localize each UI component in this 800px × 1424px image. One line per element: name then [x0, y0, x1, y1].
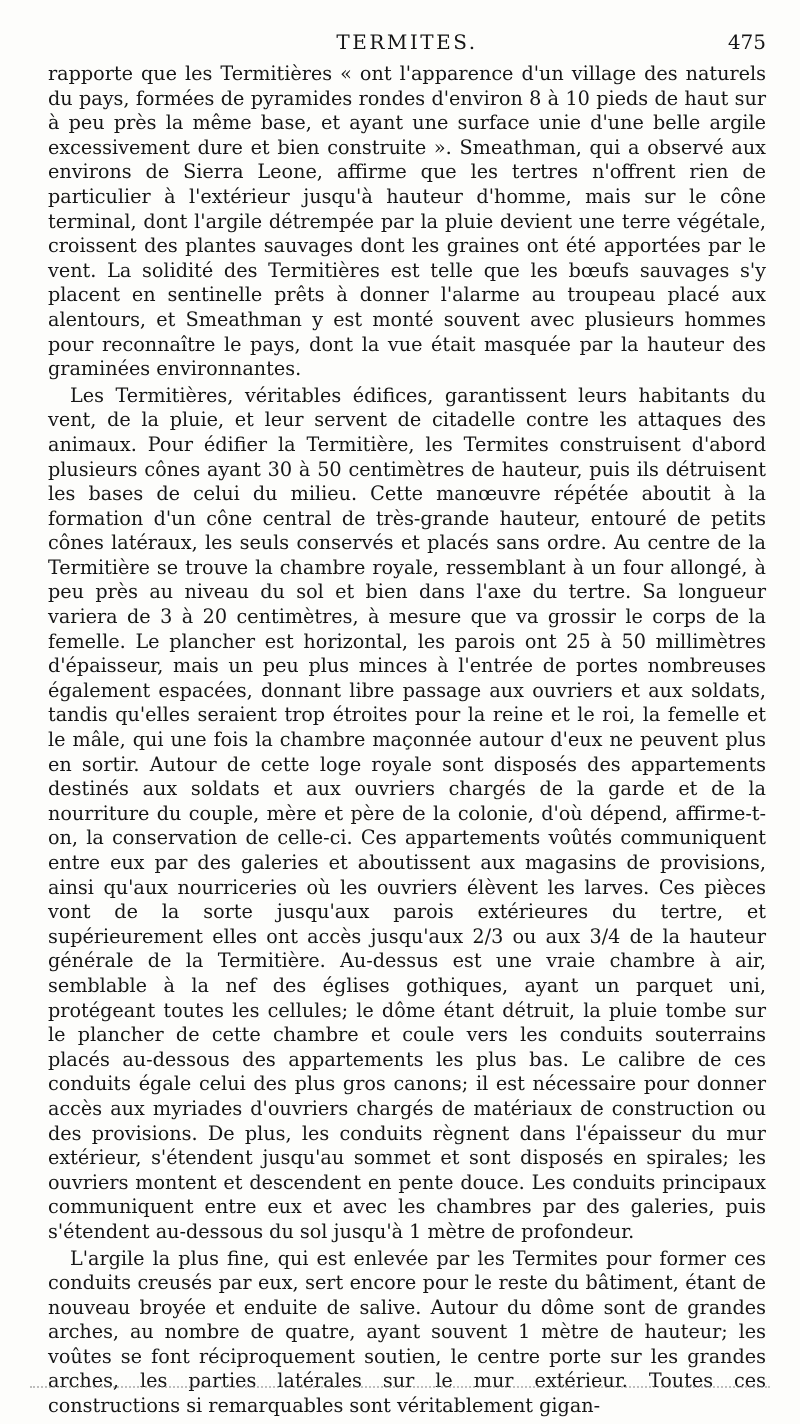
- page-header: [48, 30, 766, 54]
- running-title: TERMITES.: [336, 30, 478, 54]
- page-number: 475: [727, 30, 766, 54]
- paragraph-argile: L'argile la plus fine, qui est enlevée par les Termites pour former ces conduits creusés par eux, sert encore pour le reste du bâtiment, étant de nouveau broyée et enduite de salive. Autour du dôme sont de grandes arches, au nombre de quatre, ayant souvent 1 mètre de hauteur; les voûtes se font réciproquement soutien, le centre porte sur les grandes arches, les parties latérales sur le mur extérieur. Toutes ces constructions si remarquables sont véritablement gigan-: [48, 1246, 766, 1418]
- body-text: [48, 62, 766, 1419]
- paragraph-termitieres-edifices: Les Termitières, véritables édifices, garantissent leurs habitants du vent, de la pluie, et leur servent de citadelle contre les attaques des animaux. Pour édifier la Termitière, les Termites construisent d'abord plusieurs cônes ayant 30 à 50 centimètres de hauteur, puis ils détruisent les bases de celui du milieu. Cette manœuvre répétée aboutit à la formation d'un cône central de très-grande hauteur, entouré de petits cônes latéraux, les seuls conservés et placés sans ordre. Au centre de la Termitière se trouve la chambre royale, ressemblant à un four allongé, à peu près au niveau du sol et bien dans l'axe du tertre. Sa longueur variera de 3 à 20 centimètres, à mesure que va grossir le corps de la femelle. Le plancher est horizontal, les parois ont 25 à 50 millimètres d'épaisseur, mais un peu plus minces à l'entrée de portes nombreuses également espacées, donnant libre passage aux ouvriers et aux soldats, tandis qu'elles seraient trop étroites pour la reine et le roi, la femelle et le mâle, qui une fois la chambre maçonnée autour d'eux ne peuvent plus en sortir. Autour de cette loge royale sont disposés des appartements destinés aux soldats et aux ouvriers chargés de la garde et de la nourriture du couple, mère et père de la colonie, d'où dépend, affirme-t-on, la conservation de celle-ci. Ces appartements voûtés communiquent entre eux par des galeries et aboutissent aux magasins de provisions, ainsi qu'aux nourriceries où les ouvriers élèvent les larves. Ces pièces vont de la sorte jusqu'aux parois extérieures du tertre, et supérieurement elles ont accès jusqu'aux 2/3 ou aux 3/4 de la hauteur générale de la Termitière. Au-dessus est une vraie chambre à air, semblable à la nef des églises gothiques, ayant un parquet uni, protégeant toutes les cellules; le dôme étant détruit, la pluie tombe sur le plancher de cette chambre et coule vers les conduits souterrains placés au-dessous des appartements les plus bas. Le calibre de ces conduits égale celui des plus gros canons; il est nécessaire pour donner accès aux myriades d'ouvriers chargés de matériaux de construction ou des provisions. De plus, les conduits règnent dans l'épaisseur du mur extérieur, s'étendent jusqu'au sommet et sont disposés en spirales; les ouvriers montent et descendent en pente douce. Les conduits principaux communiquent entre eux et avec les chambres par des galeries, puis s'étendent au-dessous du sol jusqu'à 1 mètre de profondeur.: [48, 383, 766, 1243]
- paragraph-continued: rapporte que les Termitières « ont l'apparence d'un village des naturels du pays, formées de pyramides rondes d'environ 8 à 10 pieds de haut sur à peu près la même base, et ayant une surface unie d'une belle argile excessivement dure et bien construite ». Smeathman, qui a observé aux environs de Sierra Leone, affirme que les tertres n'offrent rien de particulier à l'extérieur jusqu'à hauteur d'homme, mais sur le cône terminal, dont l'argile détrempée par la pluie devient une terre végétale, croissent des plantes sauvages dont les graines ont été apportées par le vent. La solidité des Termitières est telle que les bœufs sauvages s'y placent en sentinelle prêts à donner l'alarme au troupeau placé aux alentours, et Smeathman y est monté souvent avec plusieurs hommes pour reconnaître le pays, dont la vue était masquée par la hauteur des graminées environnantes.: [48, 62, 766, 381]
- footer-rule: [30, 1386, 770, 1388]
